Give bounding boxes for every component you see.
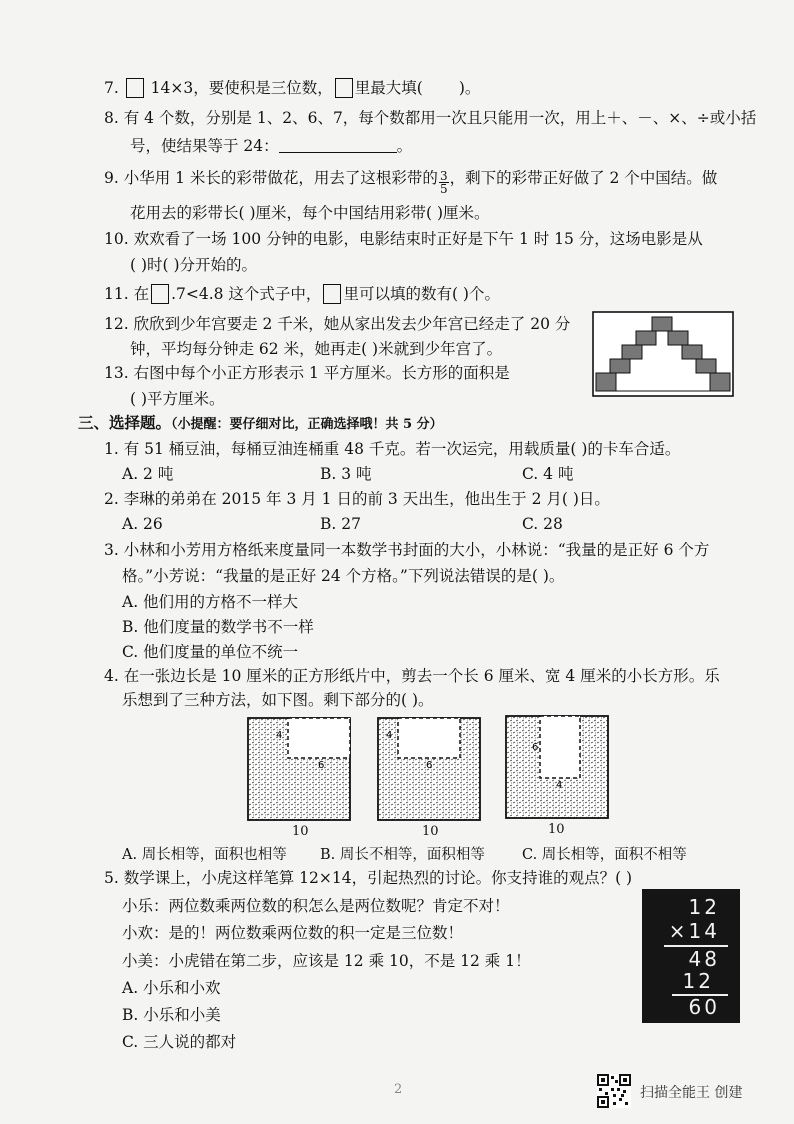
choice-4-a[interactable]: A. 周长相等，面积也相等 bbox=[122, 847, 287, 863]
question-8-line1: 8. 有 4 个数，分别是 1、2、6、7，每个数都用一次且只能用一次，用上＋、－、×、÷或小括 bbox=[104, 109, 757, 127]
choice-4-c[interactable]: C. 周长相等，面积不相等 bbox=[522, 847, 687, 863]
choice-3-c[interactable]: C. 他们度量的单位不统一 bbox=[122, 643, 299, 661]
fig-label: 4 bbox=[386, 730, 393, 741]
page-number: 2 bbox=[394, 1082, 403, 1097]
footer-text: 扫描全能王 创建 bbox=[640, 1085, 743, 1101]
question-9-line1: 9. 小华用 1 米长的彩带做花，用去了这根彩带的 $\frac{3}{5}$ ，剩下的彩带正好做了 2 个中国结。做 bbox=[104, 169, 718, 196]
fig-label: 4 bbox=[556, 780, 563, 791]
question-9-line2: 花用去的彩带长( )厘米，每个中国结用彩带( )厘米。 bbox=[130, 204, 490, 222]
question-11: 11. 在 .7<4.8 这个式子中， 里可以填的数有( )个。 bbox=[104, 285, 500, 303]
choice-5-line1: 5. 数学课上，小虎这样笔算 12×14，引起热烈的讨论。你支持谁的观点？( ) bbox=[104, 869, 633, 887]
choice-3-a[interactable]: A. 他们用的方格不一样大 bbox=[122, 593, 299, 611]
cut-figure-a bbox=[246, 716, 352, 822]
choice-4-line1: 4. 在一张边长是 10 厘米的正方形纸片中，剪去一个长 6 厘米、宽 4 厘米的小长方形。乐 bbox=[104, 667, 720, 685]
question-10-line1: 10. 欢欢看了一场 100 分钟的电影，电影结束时正好是下午 1 时 15 分，这场电影是从 bbox=[104, 230, 703, 248]
calc-line: ×14 bbox=[668, 919, 720, 943]
chalkboard-calculation bbox=[642, 889, 740, 1023]
fig-label: 6 bbox=[426, 760, 433, 771]
choice-2-c[interactable]: C. 28 bbox=[522, 515, 563, 533]
answer-box[interactable] bbox=[335, 78, 353, 98]
cut-figure-c bbox=[504, 714, 610, 820]
choice-2-b[interactable]: B. 27 bbox=[320, 515, 361, 533]
choice-5-s3: 小美：小虎错在第二步，应该是 12 乘 10，不是 12 乘 1！ bbox=[122, 952, 531, 970]
choice-1-c[interactable]: C. 4 吨 bbox=[522, 465, 574, 483]
fig-c-base: 10 bbox=[548, 822, 565, 837]
choice-1-b[interactable]: B. 3 吨 bbox=[320, 465, 372, 483]
fig-label: 6 bbox=[532, 742, 539, 753]
choice-3-line1: 3. 小林和小芳用方格纸来度量同一本数学书封面的大小，小林说：“我量的是正好 6 个方 bbox=[104, 541, 710, 559]
question-8-line2: 号，使结果等于 24： 。 bbox=[130, 137, 413, 155]
question-12-line2: 钟，平均每分钟走 62 米，她再走( )米就到少年宫了。 bbox=[130, 340, 503, 358]
choice-5-s1: 小乐：两位数乘两位数的积怎么是两位数呢？肯定不对！ bbox=[122, 897, 510, 915]
answer-box[interactable] bbox=[323, 284, 341, 304]
fig-a-base: 10 bbox=[292, 824, 309, 839]
question-13-line2: ( )平方厘米。 bbox=[130, 390, 225, 408]
fig-label: 4 bbox=[276, 730, 283, 741]
choice-3-b[interactable]: B. 他们度量的数学书不一样 bbox=[122, 618, 314, 636]
staircase-figure bbox=[592, 311, 734, 397]
fraction: $\frac{3}{5}$ bbox=[439, 169, 448, 196]
calc-line: 48 bbox=[688, 947, 720, 971]
qr-code-icon bbox=[597, 1074, 631, 1108]
question-12-line1: 12. 欣欣到少年宫要走 2 千米，她从家出发去少年宫已经走了 20 分 bbox=[104, 315, 571, 333]
choice-5-b[interactable]: B. 小乐和小美 bbox=[122, 1006, 221, 1024]
choice-3-line2: 格。”小芳说：“我量的是正好 24 个方格。”下列说法错误的是( )。 bbox=[122, 567, 565, 585]
choice-2: 2. 李琳的弟弟在 2015 年 3 月 1 日的前 3 天出生，他出生于 2 月( )日。 bbox=[104, 490, 610, 508]
choice-4-line2: 乐想到了三种方法，如下图。剩下部分的( )。 bbox=[122, 691, 434, 709]
answer-blank[interactable] bbox=[279, 138, 397, 153]
choice-1: 1. 有 51 桶豆油，每桶豆油连桶重 48 千克。若一次运完，用载质量( )的卡车合适。 bbox=[104, 440, 681, 458]
answer-box[interactable] bbox=[151, 284, 169, 304]
choice-5-s2: 小欢：是的！两位数乘两位数的积一定是三位数！ bbox=[122, 924, 464, 942]
choice-2-a[interactable]: A. 26 bbox=[122, 515, 163, 533]
question-7: 7. 14×3，要使积是三位数， 里最大填( )。 bbox=[104, 79, 481, 97]
fig-b-base: 10 bbox=[422, 824, 439, 839]
choice-5-a[interactable]: A. 小乐和小欢 bbox=[122, 979, 221, 997]
question-13-line1: 13. 右图中每个小正方形表示 1 平方厘米。长方形的面积是 bbox=[104, 364, 510, 382]
fig-label: 6 bbox=[318, 760, 325, 771]
calc-line: 12 bbox=[688, 895, 720, 919]
answer-box[interactable] bbox=[126, 78, 144, 98]
question-10-line2: ( )时( )分开始的。 bbox=[130, 256, 258, 274]
choice-1-a[interactable]: A. 2 吨 bbox=[122, 465, 174, 483]
choice-4-b[interactable]: B. 周长不相等，面积相等 bbox=[320, 847, 485, 863]
choice-5-c[interactable]: C. 三人说的都对 bbox=[122, 1033, 237, 1051]
section-3-title: 三、选择题。（小提醒：要仔细对比，正确选择哦！共 5 分） bbox=[78, 413, 443, 432]
calc-line: 12 bbox=[682, 969, 714, 993]
calc-line: 60 bbox=[688, 995, 720, 1019]
cut-figure-b bbox=[376, 716, 482, 822]
